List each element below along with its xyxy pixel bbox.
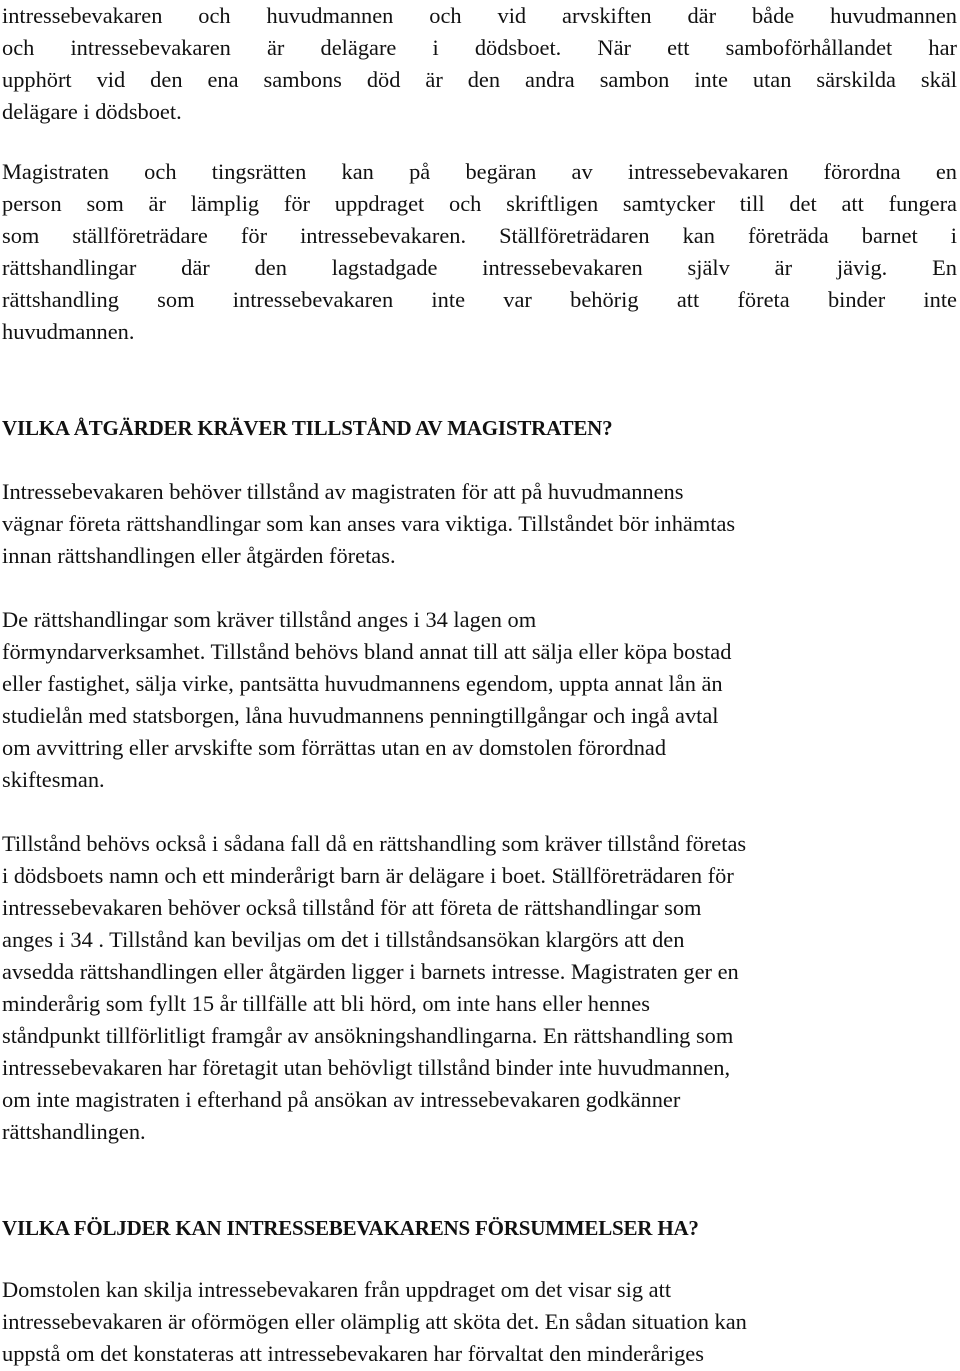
text-line: och intressebevakaren är delägare i dödsboet. När ett samboförhållandet har <box>2 35 957 60</box>
text-line: om inte magistraten i efterhand på ansökan av intressebevakaren godkänner <box>2 1087 681 1112</box>
section-heading-foljder: VILKA FÖLJDER KAN INTRESSEBEVAKARENS FÖRSUMMELSER HA? <box>2 1216 699 1240</box>
text-line: intressebevakaren har företagit utan behövligt tillstånd binder inte huvudmannen, <box>2 1055 731 1080</box>
section-heading-atgarder: VILKA ÅTGÄRDER KRÄVER TILLSTÅND AV MAGISTRATEN? <box>2 416 613 440</box>
text-line: intressebevakaren är oförmögen eller olämplig att sköta det. En sådan situation kan <box>2 1309 747 1334</box>
text-line: intressebevakaren och huvudmannen och vid arvskiften där både huvudmannen <box>2 3 957 28</box>
paragraph-rattshandlingar <box>2 604 957 796</box>
text-line: rättshandling som intressebevakaren inte var behörig att företa binder inte <box>2 287 957 312</box>
text-line: avsedda rättshandlingen eller åtgärden ligger i barnets intresse. Magistraten ger en <box>2 959 739 984</box>
text-line: Tillstånd behövs också i sådana fall då en rättshandling som kräver tillstånd företas <box>2 831 747 856</box>
text-line: anges i 34 . Tillstånd kan beviljas om det i tillståndsansökan klargörs att den <box>2 927 685 952</box>
paragraph-continuation <box>2 0 957 128</box>
text-line: eller fastighet, sälja virke, pantsätta huvudmannens egendom, uppta annat lån än <box>2 671 723 696</box>
text-line: person som är lämplig för uppdraget och skriftligen samtycker till det att fungera <box>2 191 957 216</box>
paragraph-tillstand-intro <box>2 476 957 572</box>
text-line: innan rättshandlingen eller åtgärden företas. <box>2 543 396 568</box>
text-line: Domstolen kan skilja intressebevakaren från uppdraget om det visar sig att <box>2 1277 672 1302</box>
text-line: Magistraten och tingsrätten kan på begäran av intressebevakaren förordna en <box>2 159 957 184</box>
paragraph-dodsbo-tillstand <box>2 828 957 1148</box>
text-line: huvudmannen. <box>2 319 135 344</box>
text-line: intressebevakaren behöver också tillstånd för att företa de rättshandlingar som <box>2 895 702 920</box>
text-line: De rättshandlingar som kräver tillstånd anges i 34 lagen om <box>2 607 537 632</box>
text-line: minderårig som fyllt 15 år tillfälle att bli hörd, om inte hans eller hennes <box>2 991 650 1016</box>
text-line: upphört vid den ena sambons död är den andra sambon inte utan särskilda skäl <box>2 67 957 92</box>
text-line: uppstå om det konstateras att intressebevakaren har förvaltat den minderåriges <box>2 1341 704 1366</box>
text-line: förmyndarverksamhet. Tillstånd behövs bland annat till att sälja eller köpa bostad <box>2 639 732 664</box>
paragraph-domstolen <box>2 1274 957 1370</box>
text-line: om avvittring eller arvskifte som förrättas utan en av domstolen förordnad <box>2 735 667 760</box>
text-line: skiftesman. <box>2 767 105 792</box>
text-line: Intressebevakaren behöver tillstånd av magistraten för att på huvudmannens <box>2 479 684 504</box>
text-line: studielån med statsborgen, låna huvudmannens penningtillgångar och ingå avtal <box>2 703 719 728</box>
text-line: i dödsboets namn och ett minderårigt barn är delägare i boet. Ställföreträdaren för <box>2 863 734 888</box>
text-line: rättshandlingar där den lagstadgade intressebevakaren själv är jävig. En <box>2 255 957 280</box>
text-line: delägare i dödsboet. <box>2 99 182 124</box>
paragraph-stallforetradare <box>2 156 957 348</box>
text-line: rättshandlingen. <box>2 1119 146 1144</box>
text-line: ståndpunkt tillförlitligt framgår av ansökningshandlingarna. En rättshandling som <box>2 1023 734 1048</box>
text-line: som ställföreträdare för intressebevakaren. Ställföreträdaren kan företräda barnet i <box>2 223 957 248</box>
text-line: vägnar företa rättshandlingar som kan anses vara viktiga. Tillståndet bör inhämtas <box>2 511 736 536</box>
